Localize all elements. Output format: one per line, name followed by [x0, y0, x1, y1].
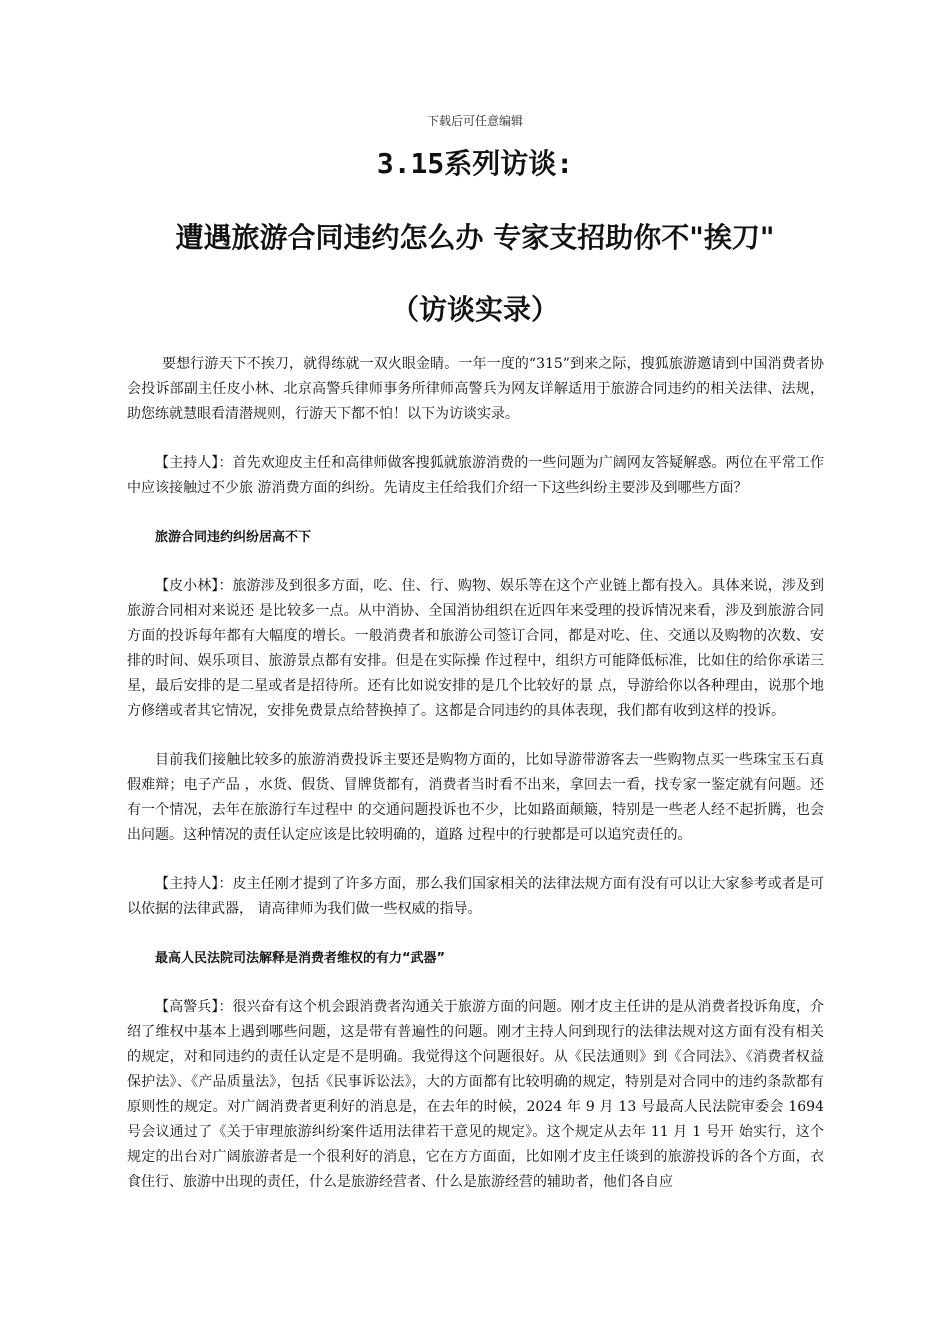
speaker-pi: 【皮小林】: [155, 578, 219, 594]
answer-text: ：很兴奋有这个机会跟消费者沟通关于旅游方面的问题。刚才皮主任讲的是从消费者投诉角度，介绍了维权中基本上遇到哪些问题，这是带有普遍性的问题。刚才主持人问到现行的法律法规对这方面有没有相关的规定，对和同违约的责任认定是不是明确。我觉得这个问题很好。从《民法通则》到《合同法》、《消费者权益保护法》、《产品质量法》，包括《民事诉讼法》，大的方面都有比较明确的规定，特别是对合同中的违约条款都有原则性的规定。对广阔消费者更利好的消息是，在去年的时候，2024 年 9 月 13 号最高人民法院审委会 1694 号会议通过了《关于审理旅游纠纷案件适用法律若干意见的规定》。这个规定从去年 11 月 1 号开 始实行，这个规定的出台对广阔旅游者是一个很利好的消息，它在方方面面，比如刚才皮主任谈到的旅游投诉的各个方面，衣食住行、旅游中出现的责任，什么是旅游经营者、什么是旅游经营的辅助者，他们各自应: [127, 999, 825, 1190]
host-question-2: [127, 872, 824, 922]
answer-pi-2: 目前我们接触比较多的旅游消费投诉主要还是购物方面的，比如导游带游客去一些购物点买一些珠宝玉石真假难辩；电子产品 ，水货、假货、冒牌货都有，消费者当时看不出来，拿回去一看，找专家一鉴定就有问题。还有一个情况，去年在旅游行车过程中 的交通问题投诉也不少，比如路面颠簸，特别是一些老人经不起折腾，也会出问题。这种情况的责任认定应该是比较明确的，道路 过程中的行驶都是可以追究责任的。: [127, 752, 824, 843]
question-text: ：首先欢迎皮主任和高律师做客搜狐就旅游消费的一些问题为广阔网友答疑解惑。两位在平常工作中应该接触过不少旅 游消费方面的纠纷。先请皮主任给我们介绍一下这些纠纷主要涉及到哪些方面？: [127, 455, 825, 496]
question-text: ：皮主任刚才提到了许多方面，那么我们国家相关的法律法规方面有没有可以让大家参考或者是可以依据的法律武器， 请高律师为我们做一些权威的指导。: [127, 876, 825, 917]
section-heading-1: 旅游合同违约纠纷居高不下: [155, 530, 312, 545]
title-line-2: 遭遇旅游合同违约怎么办 专家支招助你不"挨刀": [175, 221, 775, 254]
answer-text: ：旅游涉及到很多方面，吃、住、行、购物、娱乐等在这个产业链上都有投入。具体来说，涉及到旅游合同相对来说还 是比较多一点。从中消协、全国消协组织在近四年来受理的投诉情况来看，涉及到旅游合同方面的投诉每年都有大幅度的增长。一般消费者和旅游公司签订合同，都是对吃、住、交通以及购物的次数、安排的时间、娱乐项目、旅游景点都有安排。但是在实际操 作过程中，组织方可能降低标准，比如住的给你承诺三星，最后安排的是二星或者是招待所。还有比如说安排的是几个比较好的景 点，导游给你以各种理由，说那个地方修缮或者其它情况，安排免费景点给替换掉了。这都是合同违约的具体表现，我们都有收到这样的投诉。: [127, 578, 825, 719]
answer-pi-1: [127, 574, 824, 724]
speaker-host: 【主持人】: [155, 455, 219, 471]
title-line-3: （访谈实录）: [390, 293, 559, 326]
speaker-gao: 【高警兵】: [155, 999, 219, 1015]
title-line-1: 3.15系列访谈:: [376, 147, 574, 180]
article-body: [127, 352, 824, 1219]
speaker-host: 【主持人】: [155, 876, 219, 892]
section-heading-2: 最高人民法院司法解释是消费者维权的有力“武器”: [155, 951, 446, 966]
header-note: 下载后可任意编辑: [426, 114, 523, 128]
intro-paragraph: 要想行游天下不挨刀，就得练就一双火眼金睛。一年一度的“315”到来之际，搜狐旅游邀请到中国消费者协会投诉部副主任皮小林、北京高警兵律师事务所律师高警兵为网友详解适用于旅游合同违约的相关法律、法规，助您练就慧眼看清潜规则，行游天下都不怕！以下为访谈实录。: [127, 356, 824, 422]
answer-gao-1: [127, 995, 824, 1195]
host-question-1: [127, 451, 824, 501]
